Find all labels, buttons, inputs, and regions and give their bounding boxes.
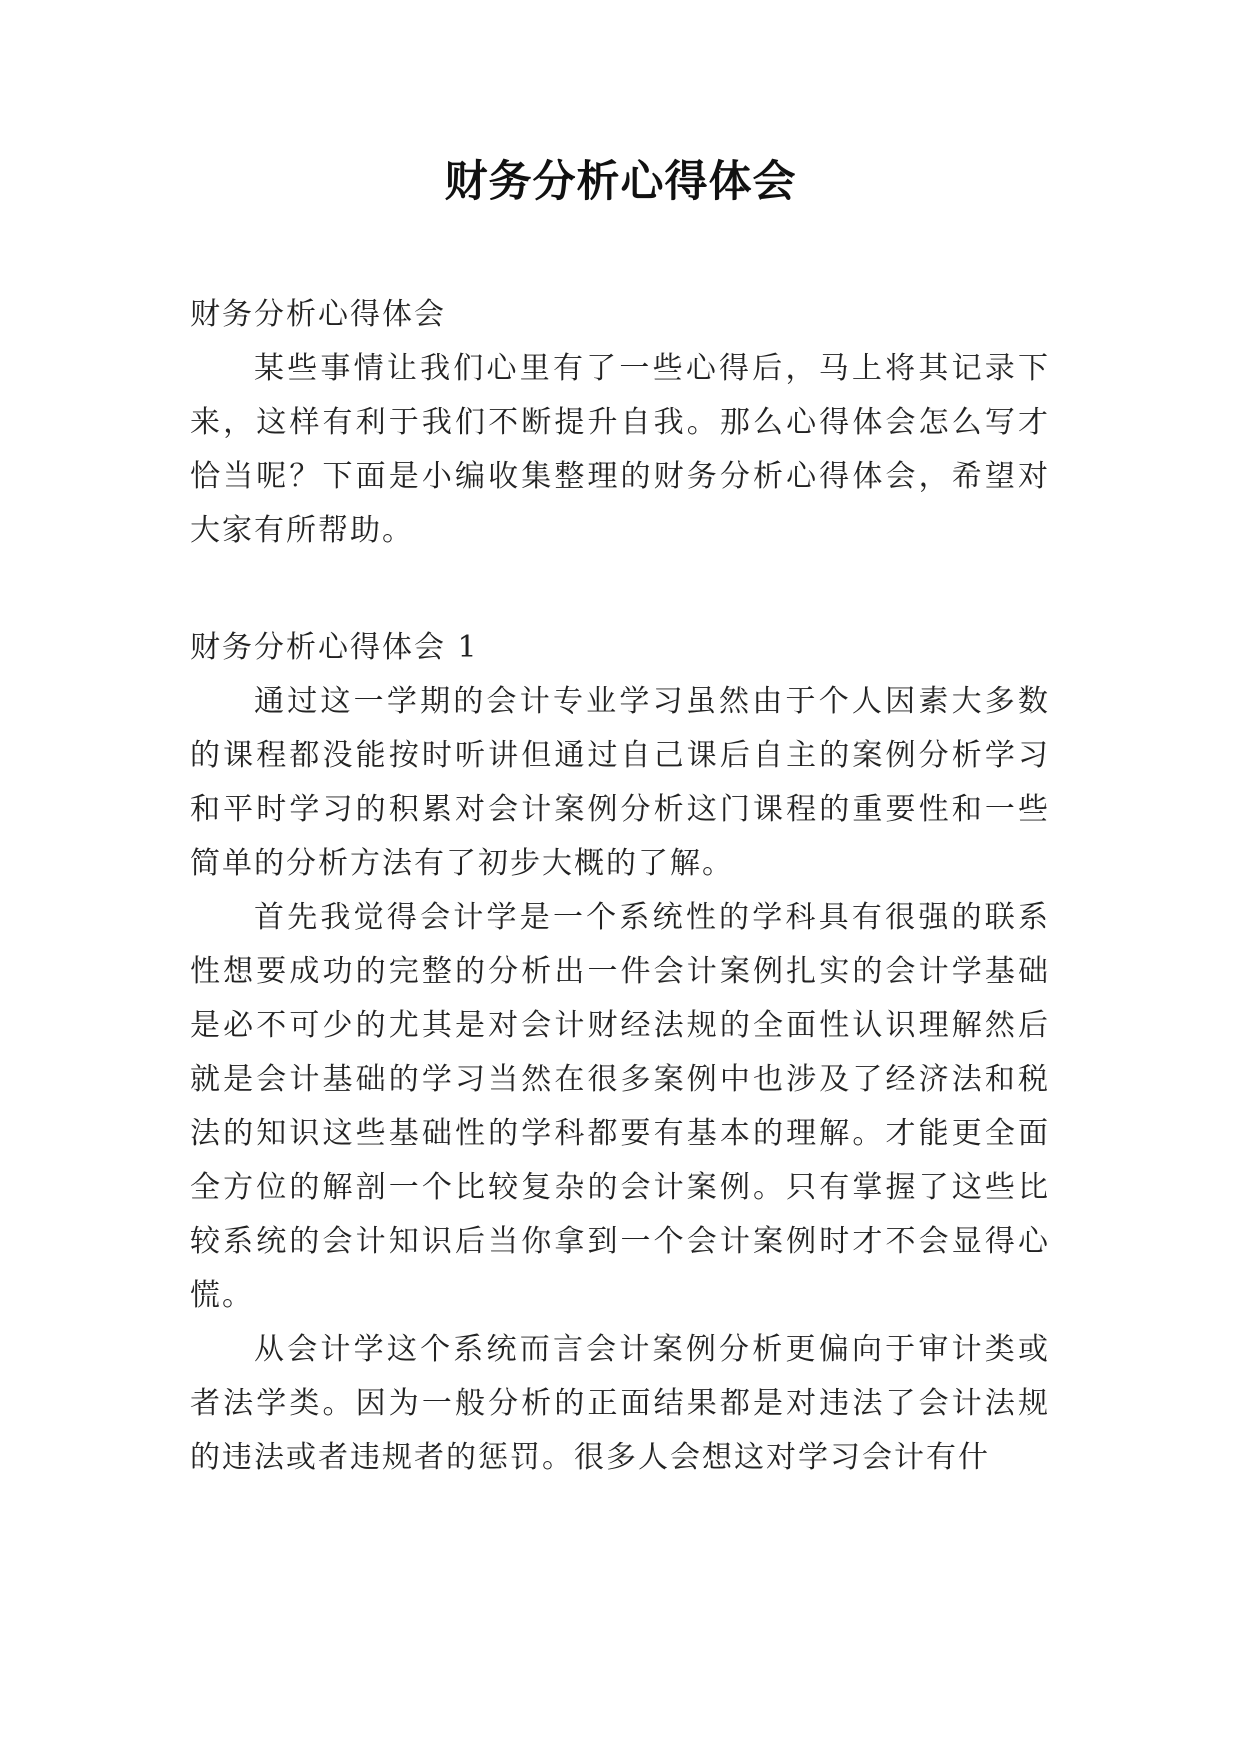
section-1-paragraph: 首先我觉得会计学是一个系统性的学科具有很强的联系性想要成功的完整的分析出一件会计案例扎实的会计学基础是必不可少的尤其是对会计财经法规的全面性认识理解然后就是会计基础的学习当然在很多案例中也涉及了经济法和税法的知识这些基础性的学科都要有基本的理解。才能更全面全方位的解剖一个比较复杂的会计案例。只有掌握了这些比较系统的会计知识后当你拿到一个会计案例时才不会显得心慌。 [190,900,1050,1313]
section-gap [190,558,1050,621]
intro-paragraph: 某些事情让我们心里有了一些心得后，马上将其记录下来，这样有利于我们不断提升自我。那么心得体会怎么写才恰当呢？下面是小编收集整理的财务分析心得体会，希望对大家有所帮助。 [190,351,1050,548]
section-1-paragraph: 通过这一学期的会计专业学习虽然由于个人因素大多数的课程都没能按时听讲但通过自己课后自主的案例分析学习和平时学习的积累对会计案例分析这门课程的重要性和一些简单的分析方法有了初步大概的了解。 [190,684,1050,881]
section-1-heading: 财务分析心得体会 1 [190,630,479,665]
document-title: 财务分析心得体会 [444,157,797,207]
document-body [190,288,1050,1485]
section-1-paragraph: 从会计学这个系统而言会计案例分析更偏向于审计类或者法学类。因为一般分析的正面结果都是对违法了会计法规的违法或者违规者的惩罚。很多人会想这对学习会计有什 [190,1332,1050,1475]
intro-heading: 财务分析心得体会 [190,297,446,332]
